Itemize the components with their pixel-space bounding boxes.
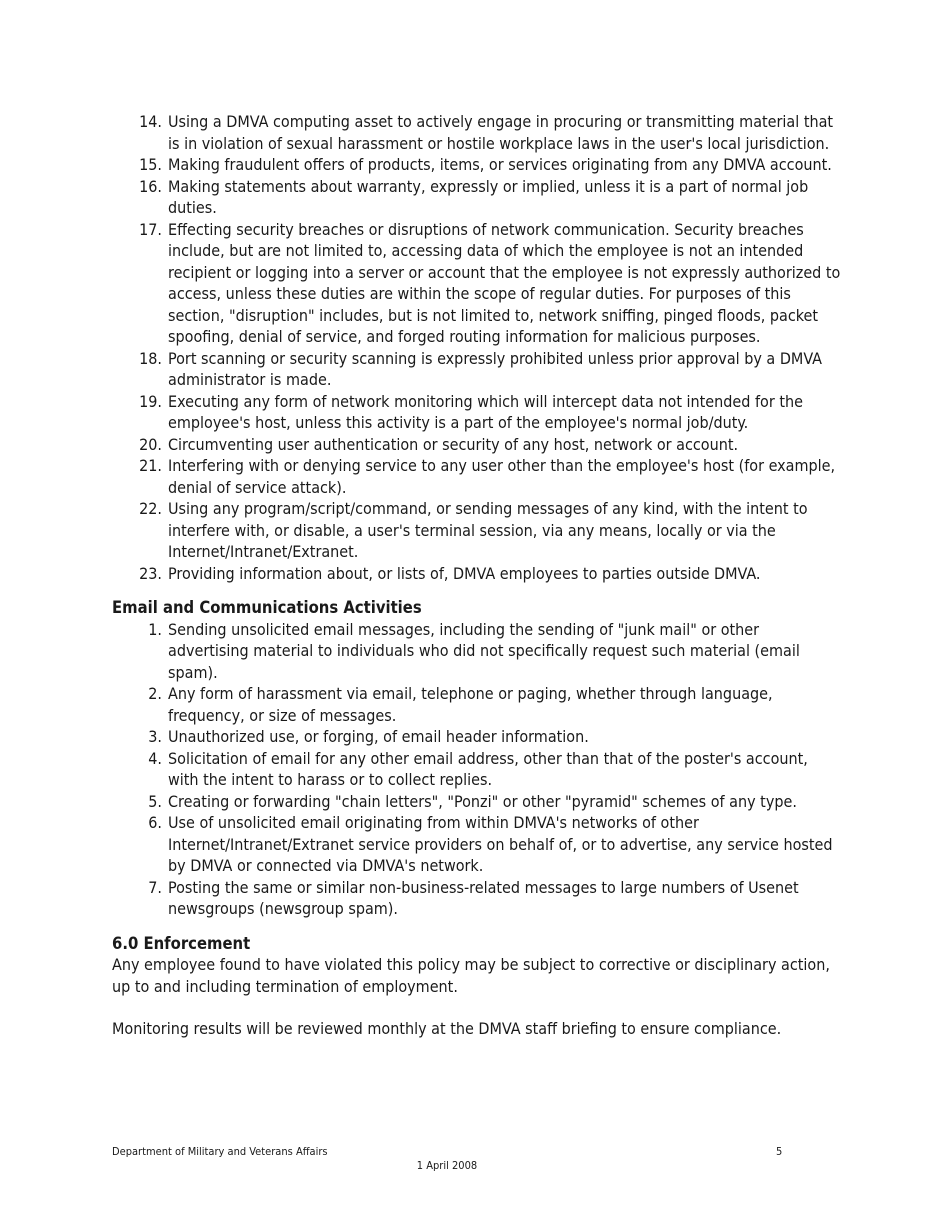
list-item-number: 17. xyxy=(139,219,162,239)
list-item-number: 7. xyxy=(148,877,162,897)
list-item xyxy=(112,812,842,877)
list-item-text: Using a DMVA computing asset to actively engage in procuring or transmitting material that is in violation of sexual harassment or hostile workplace laws in the user's local jurisdiction. xyxy=(168,112,834,153)
list-item-text: Unauthorized use, or forging, of email header information. xyxy=(168,727,589,746)
list-item-number: 23. xyxy=(139,563,162,583)
list-item xyxy=(112,619,842,684)
list-item-text: Any form of harassment via email, telephone or paging, whether through language, frequency, or size of messages. xyxy=(168,684,773,725)
list-item-text: Solicitation of email for any other email address, other than that of the poster's account, with the intent to harass or to collect replies. xyxy=(168,748,808,789)
list-item-text: Sending unsolicited email messages, including the sending of "junk mail" or other advertising material to individuals who did not specifically request such material (email spam). xyxy=(168,619,800,682)
list-item-text: Use of unsolicited email originating from within DMVA's networks of other Internet/Intranet/Extranet service providers on behalf of, or to advertise, any service hosted by DMVA or connected via DMVA's network. xyxy=(168,813,833,875)
list-item-number: 15. xyxy=(139,155,162,174)
list-item-number: 1. xyxy=(148,619,162,639)
list-item-number: 4. xyxy=(148,748,162,768)
footer-date: 1 April 2008 xyxy=(416,1159,478,1172)
footer-page-number: 5 xyxy=(776,1145,783,1158)
list-item-number: 14. xyxy=(139,112,162,131)
list-item-text: Circumventing user authentication or security of any host, network or account. xyxy=(168,434,739,454)
list-item-number: 2. xyxy=(148,684,162,703)
list-item-text: Posting the same or similar non-business-related messages to large numbers of Usenet newsgroups (newsgroup spam). xyxy=(168,877,799,918)
monitoring-paragraph: Monitoring results will be reviewed monthly at the DMVA staff briefing to ensure compliance. xyxy=(112,1019,782,1038)
list-item-text: Port scanning or security scanning is expressly prohibited unless prior approval by a DMVA administrator is made. xyxy=(168,348,822,389)
list-item-text: Effecting security breaches or disruptions of network communication. Security breaches include, but are not limited to, accessing data of which the employee is not an intended recipient or logging into a server or account that the employee is not expressly authorized to access, unless these duties are within the scope of regular duties. For purposes of this section, "disruption" includes, but is not limited to, network sniffing, pinged floods, packet spoofing, denial of service, and forged routing information for malicious purposes. xyxy=(168,219,841,346)
list-item-number: 20. xyxy=(139,434,162,454)
list-item-number: 5. xyxy=(148,791,162,811)
paragraph-spacer xyxy=(112,997,842,1018)
section-spacer xyxy=(112,584,842,597)
list-item xyxy=(112,683,842,726)
list-item xyxy=(112,176,842,219)
list-item xyxy=(112,434,842,456)
list-item xyxy=(112,748,842,791)
list-item xyxy=(112,563,842,585)
page-body xyxy=(112,111,842,1040)
footer-organization: Department of Military and Veterans Affairs xyxy=(112,1145,328,1158)
list-item xyxy=(112,726,842,748)
list-item xyxy=(112,348,842,391)
list-item-text: Making fraudulent offers of products, items, or services originating from any DMVA account. xyxy=(168,155,832,174)
list-item xyxy=(112,877,842,920)
section-spacer xyxy=(112,920,842,933)
list-item-number: 19. xyxy=(139,391,162,411)
list-item-number: 3. xyxy=(148,727,162,746)
list-item-number: 6. xyxy=(148,813,162,832)
list-item xyxy=(112,154,842,176)
list-item-text: Executing any form of network monitoring which will intercept data not intended for the employee's host, unless this activity is a part of the employee's normal job/duty. xyxy=(168,391,803,432)
list-item xyxy=(112,219,842,348)
list-item xyxy=(112,111,842,154)
list-item-text: Making statements about warranty, expressly or implied, unless it is a part of normal job duties. xyxy=(168,176,809,217)
list-item xyxy=(112,455,842,498)
list-item-text: Creating or forwarding "chain letters", "Ponzi" or other "pyramid" schemes of any type. xyxy=(168,791,797,811)
prohibited-activities-list xyxy=(112,111,842,584)
email-activities-list xyxy=(112,619,842,920)
list-item-number: 22. xyxy=(139,499,162,518)
list-item-text: Interfering with or denying service to any user other than the employee's host (for example, denial of service attack). xyxy=(168,456,836,497)
list-item xyxy=(112,791,842,813)
list-item-number: 16. xyxy=(139,176,162,196)
list-item-number: 18. xyxy=(139,348,162,368)
list-item-text: Using any program/script/command, or sending messages of any kind, with the intent to interfere with, or disable, a user's terminal session, via any means, locally or via the Internet/Intranet/Extranet. xyxy=(168,499,808,561)
enforcement-heading: 6.0 Enforcement xyxy=(112,933,251,953)
email-section-heading: Email and Communications Activities xyxy=(112,598,422,617)
list-item xyxy=(112,391,842,434)
list-item xyxy=(112,498,842,563)
list-item-number: 21. xyxy=(139,456,162,475)
list-item-text: Providing information about, or lists of, DMVA employees to parties outside DMVA. xyxy=(168,563,761,583)
enforcement-paragraph: Any employee found to have violated this policy may be subject to corrective or disciplinary action, up to and including termination of employment. xyxy=(112,955,830,996)
